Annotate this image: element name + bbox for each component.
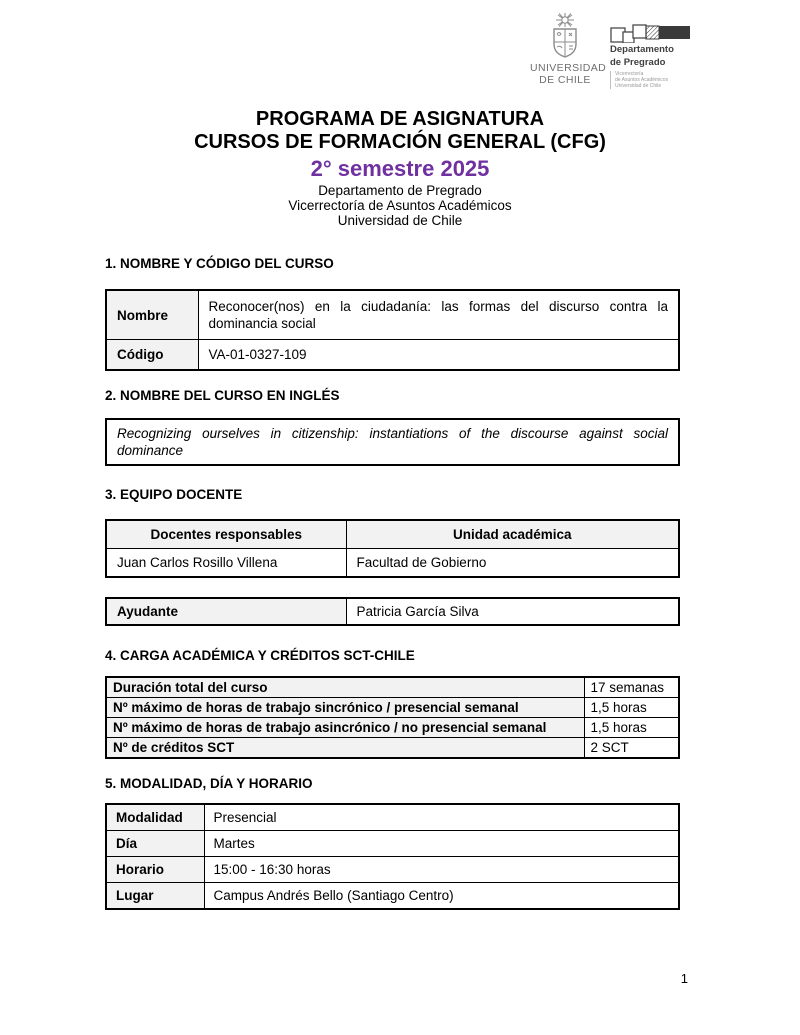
row-value-modalidad: Presencial <box>204 804 679 831</box>
table-row <box>106 883 679 910</box>
table-row <box>106 677 679 698</box>
table-row <box>106 738 679 759</box>
uchile-crest-icon <box>542 12 588 62</box>
semester-title: 2° semestre 2025 <box>310 156 490 181</box>
docente-name: Juan Carlos Rosillo Villena <box>106 549 346 578</box>
section1-table <box>105 289 680 371</box>
row-value-horario: 15:00 - 16:30 horas <box>204 857 679 883</box>
row-value-duracion: 17 semanas <box>584 677 679 698</box>
section2-heading: 2. NOMBRE DEL CURSO EN INGLÉS <box>105 388 340 403</box>
table-row <box>106 290 679 340</box>
section5-heading: 5. MODALIDAD, DÍA Y HORARIO <box>105 776 313 791</box>
section3-ayudante-table <box>105 597 680 626</box>
pregrado-title-line1: Departamento <box>610 44 674 55</box>
uchile-wordmark-line1: UNIVERSIDAD <box>530 62 607 74</box>
table-row <box>106 549 679 578</box>
row-label-horas-asincronico: Nº máximo de horas de trabajo asincrónico / no presencial semanal <box>106 718 584 738</box>
document-title-line2: CURSOS DE FORMACIÓN GENERAL (CFG) <box>194 131 606 153</box>
column-header-docentes: Docentes responsables <box>106 520 346 549</box>
section1-heading: 1. NOMBRE Y CÓDIGO DEL CURSO <box>105 256 334 271</box>
row-value-nombre: Reconocer(nos) en la ciudadanía: las formas del discurso contra la dominancia social <box>198 290 679 340</box>
pregrado-sub-line2: de Asuntos Académicos <box>615 77 669 83</box>
row-label-modalidad: Modalidad <box>106 804 204 831</box>
row-label-duracion: Duración total del curso <box>106 677 584 698</box>
row-label-lugar: Lugar <box>106 883 204 910</box>
pregrado-sub-line3: Universidad de Chile <box>615 83 662 89</box>
row-value-horas-asincronico: 1,5 horas <box>584 718 679 738</box>
pregrado-squares-icon <box>610 23 692 43</box>
page-number: 1 <box>680 971 688 986</box>
section5-table <box>105 803 680 910</box>
table-row <box>106 831 679 857</box>
row-value-horas-sincronico: 1,5 horas <box>584 698 679 718</box>
uchile-wordmark-line2: DE CHILE <box>539 74 591 86</box>
table-row <box>106 718 679 738</box>
row-value-creditos: 2 SCT <box>584 738 679 759</box>
table-row <box>106 698 679 718</box>
section2-table <box>105 418 680 466</box>
pregrado-sub-line1: Vicerrectoría <box>615 71 644 77</box>
row-label-horario: Horario <box>106 857 204 883</box>
section4-heading: 4. CARGA ACADÉMICA Y CRÉDITOS SCT-CHILE <box>105 648 415 663</box>
table-header-row <box>106 520 679 549</box>
row-label-codigo: Código <box>106 340 198 371</box>
table-row <box>106 340 679 371</box>
pregrado-title-line2: de Pregrado <box>610 56 666 68</box>
row-value-lugar: Campus Andrés Bello (Santiago Centro) <box>204 883 679 910</box>
document-title-line1: PROGRAMA DE ASIGNATURA <box>255 108 545 130</box>
section4-table <box>105 676 680 759</box>
pregrado-logo <box>610 23 695 89</box>
subtitle-depto: Departamento de Pregrado <box>318 183 482 198</box>
subtitle-universidad: Universidad de Chile <box>337 213 463 228</box>
english-course-name: Recognizing ourselves in citizenship: instantiations of the discourse against social dominance <box>106 419 679 465</box>
ayudante-name: Patricia García Silva <box>346 598 679 625</box>
table-row <box>106 804 679 831</box>
row-label-horas-sincronico: Nº máximo de horas de trabajo sincrónico / presencial semanal <box>106 698 584 718</box>
table-row <box>106 598 679 625</box>
row-value-codigo: VA-01-0327-109 <box>198 340 679 371</box>
section3-docentes-table <box>105 519 680 578</box>
row-label-creditos: Nº de créditos SCT <box>106 738 584 759</box>
table-row <box>106 419 679 465</box>
row-label-ayudante: Ayudante <box>106 598 346 625</box>
uchile-logo <box>530 12 607 86</box>
subtitle-vicerrectoria: Vicerrectoría de Asuntos Académicos <box>288 198 512 213</box>
header-logos <box>530 12 695 89</box>
unidad-academica: Facultad de Gobierno <box>346 549 679 578</box>
table-row <box>106 857 679 883</box>
row-label-dia: Día <box>106 831 204 857</box>
pregrado-subtext <box>610 71 695 89</box>
column-header-unidad: Unidad académica <box>346 520 679 549</box>
document-body <box>105 256 680 910</box>
row-label-nombre: Nombre <box>106 290 198 340</box>
row-value-dia: Martes <box>204 831 679 857</box>
section3-heading: 3. EQUIPO DOCENTE <box>105 487 243 502</box>
